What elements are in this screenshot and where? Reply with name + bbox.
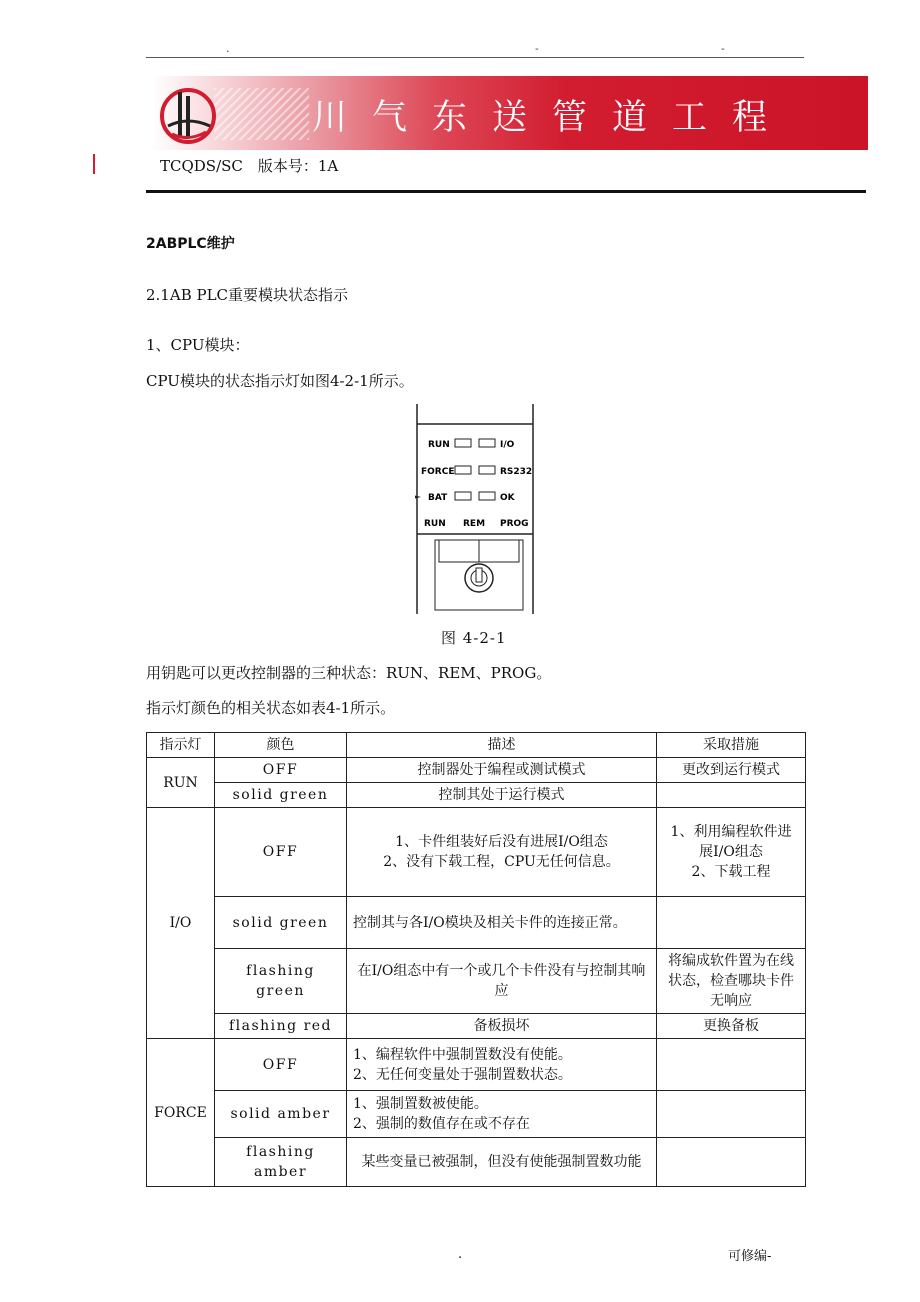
action-cell <box>657 1091 806 1138</box>
figure-caption: 图 4-2-1 <box>441 629 507 647</box>
header-banner <box>152 76 868 150</box>
description-line: 2、强制的数值存在或不存在 <box>353 1116 530 1132</box>
description-line: 1、编程软件中强制置数没有使能。 <box>353 1046 572 1063</box>
led-label-ok: OK <box>500 493 515 503</box>
description-line: 2、没有下载工程，CPU无任何信息。 <box>383 854 620 870</box>
led-label-rs232: RS232 <box>500 467 533 477</box>
color-cell: solid green <box>215 897 347 949</box>
intro-paragraph: CPU模块的状态指示灯如图4-2-1所示。 <box>146 372 414 390</box>
header-dot-3: - <box>721 42 725 55</box>
key-paragraph: 用钥匙可以更改控制器的三种状态：RUN、REM、PROG。 <box>146 664 552 682</box>
header-dot-2: - <box>535 42 539 55</box>
description-cell <box>347 1039 657 1091</box>
action-cell: 更换备板 <box>657 1014 806 1039</box>
table-row <box>147 1014 806 1039</box>
header-rule <box>146 57 804 58</box>
banner-stripes <box>214 88 309 140</box>
description-cell <box>347 1091 657 1138</box>
led-label-bat: BAT <box>428 493 448 503</box>
indicator-run: RUN <box>147 758 215 808</box>
color-cell: OFF <box>215 758 347 783</box>
description-line: 2、无任何变量处于强制置数状态。 <box>353 1066 572 1083</box>
section-title: 2ABPLC维护 <box>146 236 235 252</box>
led-label-force: FORCE <box>421 467 455 477</box>
header-thick-rule <box>146 190 866 193</box>
action-cell <box>657 897 806 949</box>
subsection-title: 2.1AB PLC重要模块状态指示 <box>146 286 349 304</box>
indicator-force: FORCE <box>147 1039 215 1187</box>
led-label-io: I/O <box>500 440 515 450</box>
action-line: 展I/O组态 <box>699 844 763 860</box>
mode-label-prog: PROG <box>500 519 529 529</box>
description-cell: 控制器处于编程或测试模式 <box>347 758 657 783</box>
footer-dot: . <box>458 1247 463 1262</box>
table-row <box>147 1091 806 1138</box>
mode-label-rem: REM <box>463 519 486 529</box>
action-line: 2、下载工程 <box>691 864 771 880</box>
table-intro-paragraph: 指示灯颜色的相关状态如表4-1所示。 <box>146 699 396 717</box>
header-description: 描述 <box>347 733 657 758</box>
margin-mark <box>93 154 95 174</box>
color-cell: solid amber <box>215 1091 347 1138</box>
header-color: 颜色 <box>215 733 347 758</box>
table-row <box>147 949 806 1014</box>
led-label-run: RUN <box>428 440 450 450</box>
description-line: 1、强制置数被使能。 <box>353 1096 488 1112</box>
color-cell: flashing amber <box>215 1138 347 1187</box>
header-dot-1: . <box>226 42 230 55</box>
led-io <box>479 439 495 447</box>
description-cell <box>347 808 657 897</box>
description-cell: 在I/O组态中有一个或几个卡件没有与控制其响应 <box>347 949 657 1014</box>
action-cell: 将编成软件置为在线状态，检查哪块卡件无响应 <box>657 949 806 1014</box>
footer-editable: 可修编- <box>728 1249 772 1264</box>
led-run <box>455 439 471 447</box>
table-header-row <box>147 733 806 758</box>
doc-code: TCQDS/SC 版本号：1A <box>160 157 339 175</box>
banner-title: 川气东送管道工程 <box>312 98 793 138</box>
color-cell: OFF <box>215 808 347 897</box>
description-cell: 控制其与各I/O模块及相关卡件的连接正常。 <box>347 897 657 949</box>
led-bat <box>455 492 471 500</box>
table-row <box>147 783 806 808</box>
led-ok <box>479 492 495 500</box>
table-row <box>147 1039 806 1091</box>
color-cell: solid green <box>215 783 347 808</box>
action-cell <box>657 808 806 897</box>
led-force <box>455 466 471 474</box>
action-cell: 更改到运行模式 <box>657 758 806 783</box>
cpu-module-figure <box>415 404 535 614</box>
item-title: 1、CPU模块： <box>146 336 250 354</box>
description-cell: 控制其处于运行模式 <box>347 783 657 808</box>
action-cell <box>657 783 806 808</box>
action-cell <box>657 1039 806 1091</box>
bat-arrow-icon <box>415 495 421 499</box>
description-cell: 备板损坏 <box>347 1014 657 1039</box>
color-cell: flashing green <box>215 949 347 1014</box>
table-row <box>147 808 806 897</box>
indicator-io: I/O <box>147 808 215 1039</box>
led-rs232 <box>479 466 495 474</box>
header-indicator: 指示灯 <box>147 733 215 758</box>
table-row <box>147 1138 806 1187</box>
header-action: 采取措施 <box>657 733 806 758</box>
color-cell: flashing red <box>215 1014 347 1039</box>
company-logo <box>158 86 218 148</box>
description-line: 1、卡件组装好后没有进展I/O组态 <box>395 834 608 850</box>
color-cell: OFF <box>215 1039 347 1091</box>
led-status-table <box>146 732 806 1187</box>
mode-label-run: RUN <box>424 519 446 529</box>
table-row <box>147 758 806 783</box>
action-cell <box>657 1138 806 1187</box>
action-line: 1、利用编程软件进 <box>670 824 792 840</box>
description-cell: 某些变量已被强制，但没有使能强制置数功能 <box>347 1138 657 1187</box>
table-row <box>147 897 806 949</box>
